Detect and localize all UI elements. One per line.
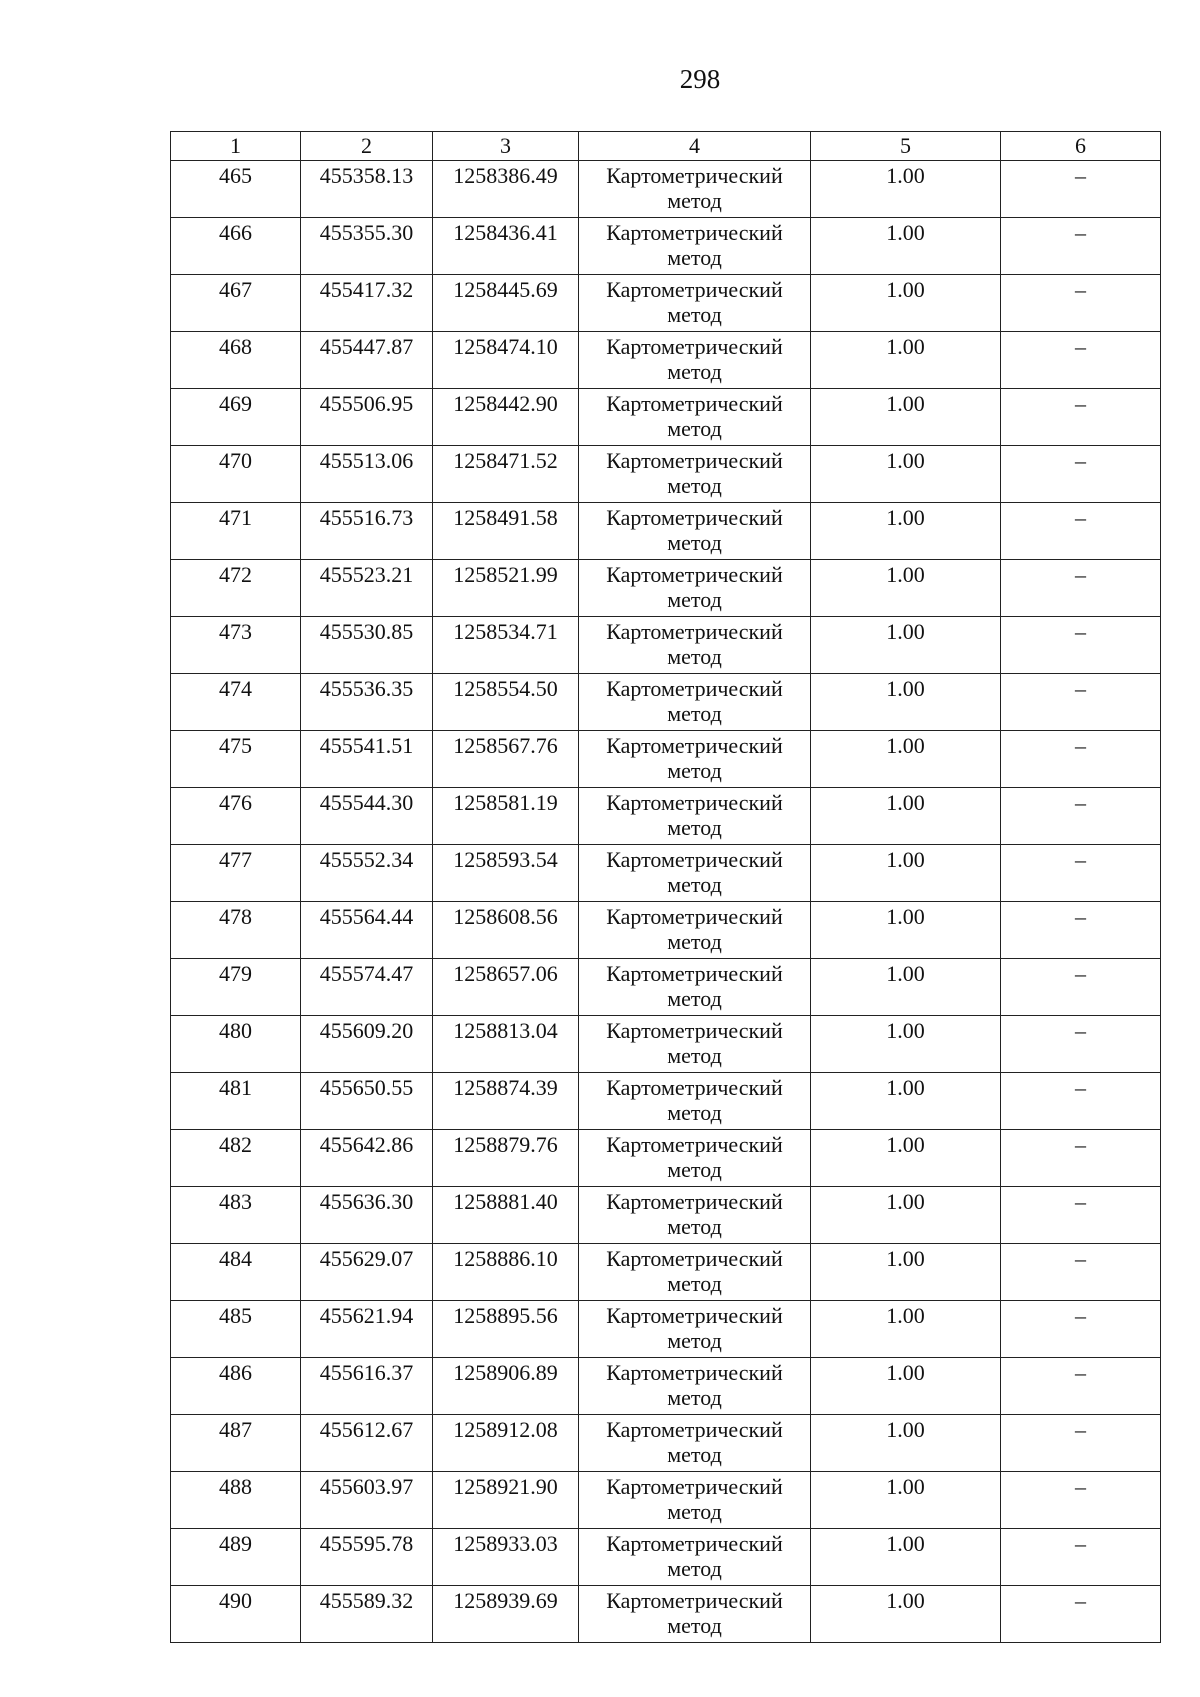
- method-cell: [579, 161, 811, 218]
- x-coordinate-cell: 455536.35: [301, 674, 433, 731]
- note-cell: –: [1001, 1529, 1161, 1586]
- method-line-2: метод: [667, 302, 722, 327]
- point-number-cell: 477: [171, 845, 301, 902]
- method-line-1: Картометрический: [606, 1075, 783, 1100]
- accuracy-cell: 1.00: [811, 1529, 1001, 1586]
- point-number-cell: 466: [171, 218, 301, 275]
- y-coordinate-cell: 1258471.52: [433, 446, 579, 503]
- accuracy-cell: 1.00: [811, 1472, 1001, 1529]
- point-number-cell: 467: [171, 275, 301, 332]
- note-cell: –: [1001, 617, 1161, 674]
- page-number: 298: [679, 64, 721, 94]
- method-line-2: метод: [667, 1214, 722, 1239]
- y-coordinate-cell: 1258442.90: [433, 389, 579, 446]
- column-header-4: 4: [579, 132, 811, 161]
- y-coordinate-cell: 1258436.41: [433, 218, 579, 275]
- accuracy-cell: 1.00: [811, 446, 1001, 503]
- y-coordinate-cell: 1258554.50: [433, 674, 579, 731]
- note-cell: –: [1001, 959, 1161, 1016]
- note-cell: –: [1001, 161, 1161, 218]
- accuracy-cell: 1.00: [811, 617, 1001, 674]
- y-coordinate-cell: 1258895.56: [433, 1301, 579, 1358]
- point-number-cell: 479: [171, 959, 301, 1016]
- method-cell: [579, 1358, 811, 1415]
- method-cell: [579, 674, 811, 731]
- method-cell: [579, 959, 811, 1016]
- x-coordinate-cell: 455574.47: [301, 959, 433, 1016]
- point-number-cell: 478: [171, 902, 301, 959]
- point-number-cell: 484: [171, 1244, 301, 1301]
- method-line-2: метод: [667, 1613, 722, 1638]
- y-coordinate-cell: 1258581.19: [433, 788, 579, 845]
- table-row: [171, 560, 1161, 617]
- note-cell: –: [1001, 1472, 1161, 1529]
- table-row: [171, 1472, 1161, 1529]
- method-line-2: метод: [667, 1100, 722, 1125]
- method-line-1: Картометрический: [606, 1417, 783, 1442]
- x-coordinate-cell: 455417.32: [301, 275, 433, 332]
- method-line-2: метод: [667, 530, 722, 555]
- method-line-2: метод: [667, 473, 722, 498]
- note-cell: –: [1001, 1244, 1161, 1301]
- y-coordinate-cell: 1258879.76: [433, 1130, 579, 1187]
- x-coordinate-cell: 455552.34: [301, 845, 433, 902]
- note-cell: –: [1001, 674, 1161, 731]
- note-cell: –: [1001, 218, 1161, 275]
- table-row: [171, 788, 1161, 845]
- table-row: [171, 1529, 1161, 1586]
- method-cell: [579, 1415, 811, 1472]
- y-coordinate-cell: 1258567.76: [433, 731, 579, 788]
- accuracy-cell: 1.00: [811, 218, 1001, 275]
- method-cell: [579, 1130, 811, 1187]
- point-number-cell: 465: [171, 161, 301, 218]
- method-cell: [579, 332, 811, 389]
- x-coordinate-cell: 455612.67: [301, 1415, 433, 1472]
- table-row: [171, 617, 1161, 674]
- method-line-2: метод: [667, 1499, 722, 1524]
- x-coordinate-cell: 455603.97: [301, 1472, 433, 1529]
- point-number-cell: 488: [171, 1472, 301, 1529]
- method-cell: [579, 503, 811, 560]
- y-coordinate-cell: 1258886.10: [433, 1244, 579, 1301]
- note-cell: –: [1001, 389, 1161, 446]
- y-coordinate-cell: 1258386.49: [433, 161, 579, 218]
- accuracy-cell: 1.00: [811, 674, 1001, 731]
- point-number-cell: 481: [171, 1073, 301, 1130]
- y-coordinate-cell: 1258593.54: [433, 845, 579, 902]
- accuracy-cell: 1.00: [811, 161, 1001, 218]
- method-line-2: метод: [667, 188, 722, 213]
- point-number-cell: 485: [171, 1301, 301, 1358]
- method-line-1: Картометрический: [606, 1360, 783, 1385]
- method-line-2: метод: [667, 986, 722, 1011]
- method-cell: [579, 1244, 811, 1301]
- method-line-1: Картометрический: [606, 961, 783, 986]
- method-line-2: метод: [667, 872, 722, 897]
- x-coordinate-cell: 455355.30: [301, 218, 433, 275]
- accuracy-cell: 1.00: [811, 731, 1001, 788]
- method-line-1: Картометрический: [606, 1588, 783, 1613]
- y-coordinate-cell: 1258521.99: [433, 560, 579, 617]
- method-line-1: Картометрический: [606, 1132, 783, 1157]
- method-line-1: Картометрический: [606, 220, 783, 245]
- method-cell: [579, 389, 811, 446]
- point-number-cell: 490: [171, 1586, 301, 1643]
- x-coordinate-cell: 455616.37: [301, 1358, 433, 1415]
- table-row: [171, 1586, 1161, 1643]
- y-coordinate-cell: 1258445.69: [433, 275, 579, 332]
- point-number-cell: 483: [171, 1187, 301, 1244]
- x-coordinate-cell: 455650.55: [301, 1073, 433, 1130]
- column-header-3: 3: [433, 132, 579, 161]
- note-cell: –: [1001, 902, 1161, 959]
- x-coordinate-cell: 455621.94: [301, 1301, 433, 1358]
- method-line-1: Картометрический: [606, 733, 783, 758]
- method-line-1: Картометрический: [606, 790, 783, 815]
- point-number-cell: 471: [171, 503, 301, 560]
- method-line-2: метод: [667, 1556, 722, 1581]
- table-row: [171, 845, 1161, 902]
- accuracy-cell: 1.00: [811, 389, 1001, 446]
- method-cell: [579, 617, 811, 674]
- x-coordinate-cell: 455589.32: [301, 1586, 433, 1643]
- table-row: [171, 1244, 1161, 1301]
- method-line-2: метод: [667, 758, 722, 783]
- column-header-6: 6: [1001, 132, 1161, 161]
- accuracy-cell: 1.00: [811, 959, 1001, 1016]
- point-number-cell: 472: [171, 560, 301, 617]
- point-number-cell: 489: [171, 1529, 301, 1586]
- note-cell: –: [1001, 788, 1161, 845]
- x-coordinate-cell: 455629.07: [301, 1244, 433, 1301]
- note-cell: –: [1001, 1130, 1161, 1187]
- note-cell: –: [1001, 1301, 1161, 1358]
- table-row: [171, 1301, 1161, 1358]
- note-cell: –: [1001, 1016, 1161, 1073]
- x-coordinate-cell: 455642.86: [301, 1130, 433, 1187]
- accuracy-cell: 1.00: [811, 275, 1001, 332]
- note-cell: –: [1001, 560, 1161, 617]
- point-number-cell: 475: [171, 731, 301, 788]
- method-line-2: метод: [667, 1043, 722, 1068]
- coordinates-table: [170, 131, 1161, 1643]
- method-line-2: метод: [667, 416, 722, 441]
- table-row: [171, 1187, 1161, 1244]
- note-cell: –: [1001, 503, 1161, 560]
- table-row: [171, 1130, 1161, 1187]
- method-line-2: метод: [667, 245, 722, 270]
- table-row: [171, 1073, 1161, 1130]
- method-line-2: метод: [667, 929, 722, 954]
- method-cell: [579, 1073, 811, 1130]
- accuracy-cell: 1.00: [811, 1016, 1001, 1073]
- method-line-1: Картометрический: [606, 163, 783, 188]
- note-cell: –: [1001, 1073, 1161, 1130]
- note-cell: –: [1001, 1586, 1161, 1643]
- method-cell: [579, 218, 811, 275]
- accuracy-cell: 1.00: [811, 560, 1001, 617]
- y-coordinate-cell: 1258912.08: [433, 1415, 579, 1472]
- table-row: [171, 275, 1161, 332]
- x-coordinate-cell: 455516.73: [301, 503, 433, 560]
- method-line-1: Картометрический: [606, 448, 783, 473]
- column-header-5: 5: [811, 132, 1001, 161]
- method-line-2: метод: [667, 1328, 722, 1353]
- note-cell: –: [1001, 275, 1161, 332]
- note-cell: –: [1001, 845, 1161, 902]
- accuracy-cell: 1.00: [811, 1187, 1001, 1244]
- y-coordinate-cell: 1258939.69: [433, 1586, 579, 1643]
- table-row: [171, 959, 1161, 1016]
- method-line-1: Картометрический: [606, 904, 783, 929]
- method-cell: [579, 1472, 811, 1529]
- method-line-1: Картометрический: [606, 847, 783, 872]
- point-number-cell: 473: [171, 617, 301, 674]
- method-cell: [579, 731, 811, 788]
- method-cell: [579, 1187, 811, 1244]
- table-row: [171, 446, 1161, 503]
- method-line-1: Картометрический: [606, 1474, 783, 1499]
- accuracy-cell: 1.00: [811, 788, 1001, 845]
- point-number-cell: 487: [171, 1415, 301, 1472]
- method-cell: [579, 1016, 811, 1073]
- method-cell: [579, 1529, 811, 1586]
- method-cell: [579, 1586, 811, 1643]
- method-line-1: Картометрический: [606, 562, 783, 587]
- method-line-1: Картометрический: [606, 676, 783, 701]
- method-line-1: Картометрический: [606, 619, 783, 644]
- y-coordinate-cell: 1258906.89: [433, 1358, 579, 1415]
- note-cell: –: [1001, 1415, 1161, 1472]
- method-line-1: Картометрический: [606, 1018, 783, 1043]
- note-cell: –: [1001, 1187, 1161, 1244]
- x-coordinate-cell: 455523.21: [301, 560, 433, 617]
- method-cell: [579, 560, 811, 617]
- x-coordinate-cell: 455595.78: [301, 1529, 433, 1586]
- table-row: [171, 902, 1161, 959]
- method-cell: [579, 1301, 811, 1358]
- accuracy-cell: 1.00: [811, 1586, 1001, 1643]
- note-cell: –: [1001, 731, 1161, 788]
- y-coordinate-cell: 1258657.06: [433, 959, 579, 1016]
- x-coordinate-cell: 455506.95: [301, 389, 433, 446]
- column-header-1: 1: [171, 132, 301, 161]
- table-row: [171, 332, 1161, 389]
- point-number-cell: 486: [171, 1358, 301, 1415]
- point-number-cell: 470: [171, 446, 301, 503]
- accuracy-cell: 1.00: [811, 1130, 1001, 1187]
- method-line-2: метод: [667, 1442, 722, 1467]
- table-row: [171, 389, 1161, 446]
- method-line-1: Картометрический: [606, 1189, 783, 1214]
- column-header-2: 2: [301, 132, 433, 161]
- y-coordinate-cell: 1258921.90: [433, 1472, 579, 1529]
- accuracy-cell: 1.00: [811, 332, 1001, 389]
- y-coordinate-cell: 1258881.40: [433, 1187, 579, 1244]
- point-number-cell: 476: [171, 788, 301, 845]
- table-header-row: [171, 132, 1161, 161]
- method-cell: [579, 845, 811, 902]
- accuracy-cell: 1.00: [811, 1301, 1001, 1358]
- accuracy-cell: 1.00: [811, 1244, 1001, 1301]
- y-coordinate-cell: 1258491.58: [433, 503, 579, 560]
- method-line-2: метод: [667, 701, 722, 726]
- method-line-2: метод: [667, 587, 722, 612]
- point-number-cell: 480: [171, 1016, 301, 1073]
- x-coordinate-cell: 455530.85: [301, 617, 433, 674]
- method-line-1: Картометрический: [606, 277, 783, 302]
- x-coordinate-cell: 455541.51: [301, 731, 433, 788]
- method-cell: [579, 446, 811, 503]
- x-coordinate-cell: 455447.87: [301, 332, 433, 389]
- method-line-2: метод: [667, 1385, 722, 1410]
- method-line-2: метод: [667, 1157, 722, 1182]
- x-coordinate-cell: 455636.30: [301, 1187, 433, 1244]
- table-row: [171, 161, 1161, 218]
- method-line-1: Картометрический: [606, 391, 783, 416]
- table-row: [171, 731, 1161, 788]
- method-line-2: метод: [667, 1271, 722, 1296]
- accuracy-cell: 1.00: [811, 1415, 1001, 1472]
- note-cell: –: [1001, 446, 1161, 503]
- accuracy-cell: 1.00: [811, 1358, 1001, 1415]
- method-line-1: Картометрический: [606, 1303, 783, 1328]
- method-cell: [579, 275, 811, 332]
- y-coordinate-cell: 1258534.71: [433, 617, 579, 674]
- y-coordinate-cell: 1258874.39: [433, 1073, 579, 1130]
- x-coordinate-cell: 455609.20: [301, 1016, 433, 1073]
- table-row: [171, 503, 1161, 560]
- table-body: [171, 161, 1161, 1643]
- point-number-cell: 469: [171, 389, 301, 446]
- x-coordinate-cell: 455513.06: [301, 446, 433, 503]
- x-coordinate-cell: 455358.13: [301, 161, 433, 218]
- table-row: [171, 1415, 1161, 1472]
- point-number-cell: 468: [171, 332, 301, 389]
- method-cell: [579, 902, 811, 959]
- method-line-1: Картометрический: [606, 334, 783, 359]
- table-row: [171, 674, 1161, 731]
- method-line-1: Картометрический: [606, 1531, 783, 1556]
- table-row: [171, 1358, 1161, 1415]
- method-line-2: метод: [667, 644, 722, 669]
- accuracy-cell: 1.00: [811, 503, 1001, 560]
- y-coordinate-cell: 1258813.04: [433, 1016, 579, 1073]
- table-row: [171, 1016, 1161, 1073]
- method-line-1: Картометрический: [606, 505, 783, 530]
- method-line-2: метод: [667, 359, 722, 384]
- point-number-cell: 482: [171, 1130, 301, 1187]
- note-cell: –: [1001, 332, 1161, 389]
- accuracy-cell: 1.00: [811, 845, 1001, 902]
- method-line-1: Картометрический: [606, 1246, 783, 1271]
- accuracy-cell: 1.00: [811, 902, 1001, 959]
- note-cell: –: [1001, 1358, 1161, 1415]
- y-coordinate-cell: 1258933.03: [433, 1529, 579, 1586]
- x-coordinate-cell: 455544.30: [301, 788, 433, 845]
- accuracy-cell: 1.00: [811, 1073, 1001, 1130]
- y-coordinate-cell: 1258474.10: [433, 332, 579, 389]
- point-number-cell: 474: [171, 674, 301, 731]
- x-coordinate-cell: 455564.44: [301, 902, 433, 959]
- y-coordinate-cell: 1258608.56: [433, 902, 579, 959]
- method-line-2: метод: [667, 815, 722, 840]
- method-cell: [579, 788, 811, 845]
- table-row: [171, 218, 1161, 275]
